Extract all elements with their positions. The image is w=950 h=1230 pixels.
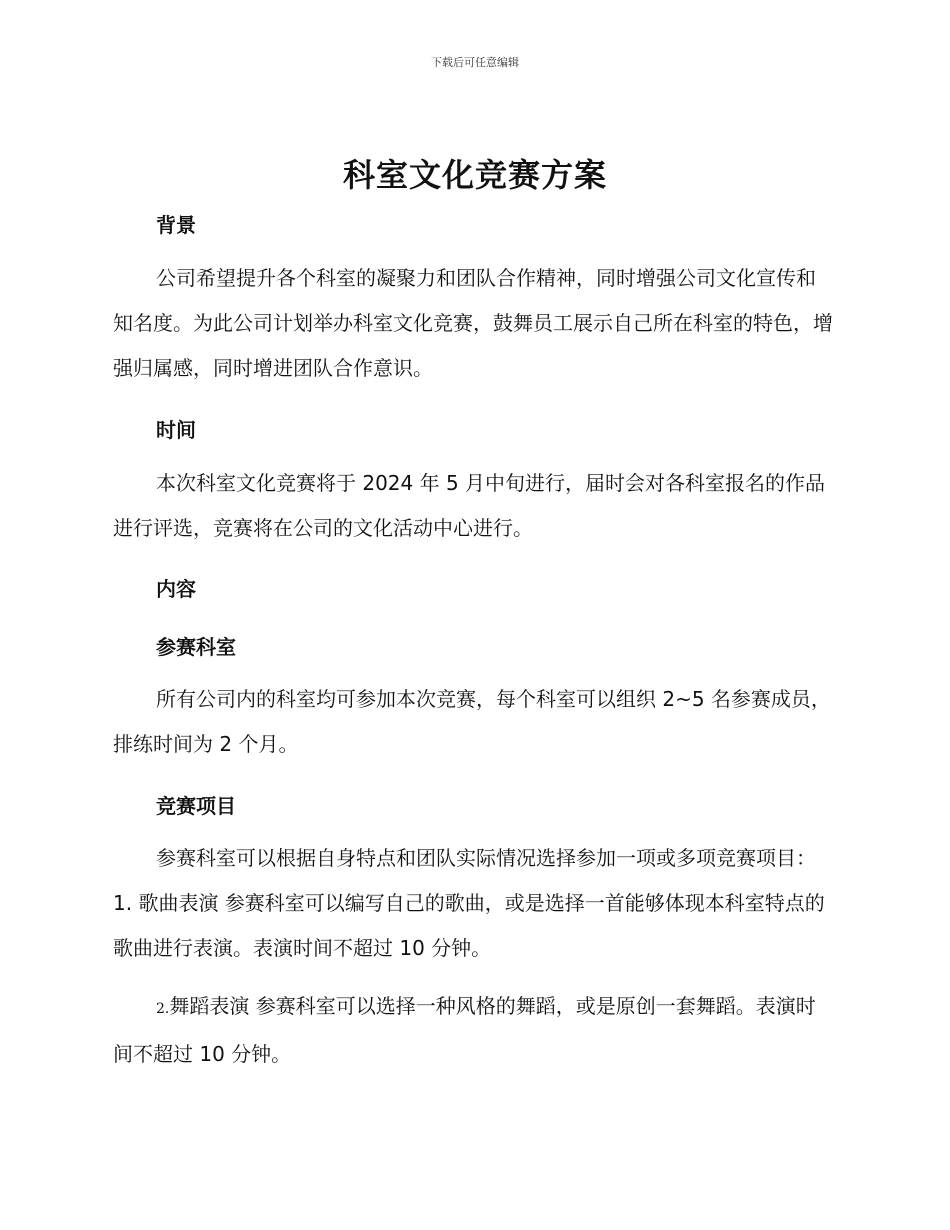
header-note: 下载后可任意编辑: [431, 56, 519, 69]
paragraph-time: 本次科室文化竞赛将于 2024 年 5 月中旬进行，届时会对各科室报名的作品进行评选，竞赛将在公司的文化活动中心进行。: [113, 471, 826, 540]
document-title: 科室文化竞赛方案: [342, 156, 607, 194]
heading-participants: 参赛科室: [156, 635, 236, 659]
heading-content: 内容: [156, 577, 196, 601]
heading-background: 背景: [156, 213, 196, 237]
list-item-dance: [113, 984, 833, 1077]
list-item-number: 2.: [156, 1001, 170, 1017]
list-item-text: 舞蹈表演 参赛科室可以选择一种风格的舞蹈，或是原创一套舞蹈。表演时间不超过 10 分钟。: [113, 994, 816, 1066]
heading-items: 竞赛项目: [156, 794, 236, 818]
paragraph-background: 公司希望提升各个科室的凝聚力和团队合作精神，同时增强公司文化宣传和知名度。为此公司计划举办科室文化竞赛，鼓舞员工展示自己所在科室的特色，增强归属感，同时增进团队合作意识。: [113, 266, 833, 380]
heading-time: 时间: [156, 418, 196, 442]
paragraph-participants: 所有公司内的科室均可参加本次竞赛，每个科室可以组织 2~5 名参赛成员，排练时间为 2 个月。: [113, 687, 831, 756]
paragraph-items: 参赛科室可以根据自身特点和团队实际情况选择参加一项或多项竞赛项目： 1. 歌曲表演 参赛科室可以编写自己的歌曲，或是选择一首能够体现本科室特点的歌曲进行表演。表演时间不超过 10 分钟。: [113, 846, 825, 960]
